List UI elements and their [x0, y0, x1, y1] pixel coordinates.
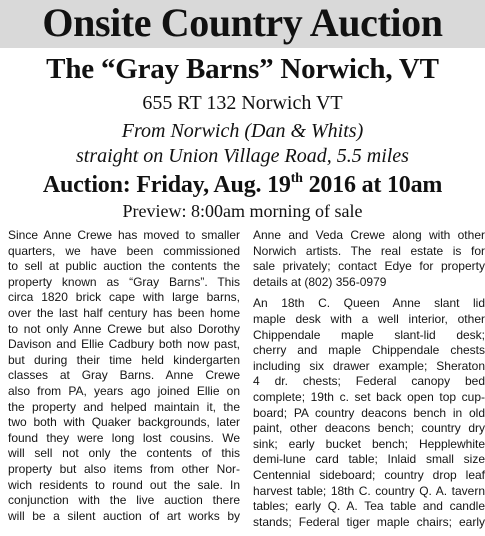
body-line: will be a silent auction of art works by [8, 508, 240, 523]
body-line: Chippendale maple slant-lid desk; [253, 327, 485, 342]
body-line: also from PA, years ago joined Ellie on [8, 383, 240, 398]
body-line: sale privately; contact Edye for property [253, 259, 485, 274]
body-line: including six drawer example; Sheraton [253, 358, 485, 373]
body-line: sink; early bucket bench; Hepplewhite [253, 436, 485, 451]
body-line: Centennial sideboard; country drop leaf [253, 467, 485, 482]
body-line: classes at Gray Barns. Anne Crewe [8, 368, 240, 383]
body-line: An 18th C. Queen Anne slant lid [253, 296, 485, 311]
directions-line-2: straight on Union Village Road, 5.5 miles [76, 145, 409, 167]
body-line: maple desk with a well interior, other [253, 311, 485, 326]
body-line: paint, other deacons bench; country dry [253, 421, 485, 436]
body-line: complete; 19th c. set back open top cup- [253, 389, 485, 404]
venue-address: 655 RT 132 Norwich VT [142, 92, 343, 114]
body-line: stands; Federal tiger maple chairs; early [253, 514, 485, 529]
body-line: Davison and Ellie Cadbury both now past, [8, 337, 240, 352]
body-line: demi-lune card table; Inlaid small size [253, 452, 485, 467]
body-line: tables; early Q. A. Tea table and candle [253, 499, 485, 514]
auction-date [0, 170, 485, 200]
auction-date-ordinal: th [290, 171, 303, 186]
venue-name: The “Gray Barns” Norwich, VT [46, 53, 439, 85]
auction-title: Onsite Country Auction [42, 0, 443, 45]
body-line: property but also items from other Nor- [8, 461, 240, 476]
directions-line-1: From Norwich (Dan & Whits) [121, 120, 364, 142]
body-line: circa 1820 brick cape with large barns, [8, 290, 240, 305]
body-line: found they were long lost cousins. We [8, 430, 240, 445]
body-line: Anne and Veda Crewe along with other [253, 228, 485, 242]
body-line: cherry and maple Chippendale chests [253, 343, 485, 358]
body-line: 4 dr. chests; Federal canopy bed [253, 374, 485, 389]
body-line: to not only Anne Crewe but also Dorothy [8, 321, 240, 336]
body-line: Norwich artists. The real estate is for [253, 243, 485, 258]
body-line: Since Anne Crewe has moved to smaller [8, 228, 240, 242]
body-line: the property and helped maintain it, the [8, 399, 240, 414]
auction-date-rest: 2016 at 10am [302, 172, 443, 198]
preview-time: Preview: 8:00am morning of sale [122, 201, 363, 221]
body-line: quarters, we have been commissioned [8, 243, 240, 258]
right-column [253, 228, 485, 530]
body-line: conjunction with the live auction there [8, 493, 240, 508]
body-line: to sell at public auction the contents the [8, 259, 240, 274]
body-line: but during their time held kindergarten [8, 352, 240, 367]
body-line: property known as “Gray Barns”. This [8, 274, 240, 289]
body-line: harvest table; 18th C. country Q. A. tavern [253, 483, 485, 498]
body-line: will sell not only the contents of this [8, 446, 240, 461]
body-line: details at (802) 356-0979 [253, 274, 387, 289]
body-line: wich residents to round out the sale. In [8, 477, 240, 492]
body-line: board; PA country deacons bench in old [253, 405, 485, 420]
body-line: over the last half century has been home [8, 305, 240, 320]
left-column [8, 228, 240, 524]
body-line: two both with Quaker backgrounds, later [8, 415, 240, 430]
auction-date-prefix: Auction: Friday, Aug. 19 [42, 172, 291, 198]
